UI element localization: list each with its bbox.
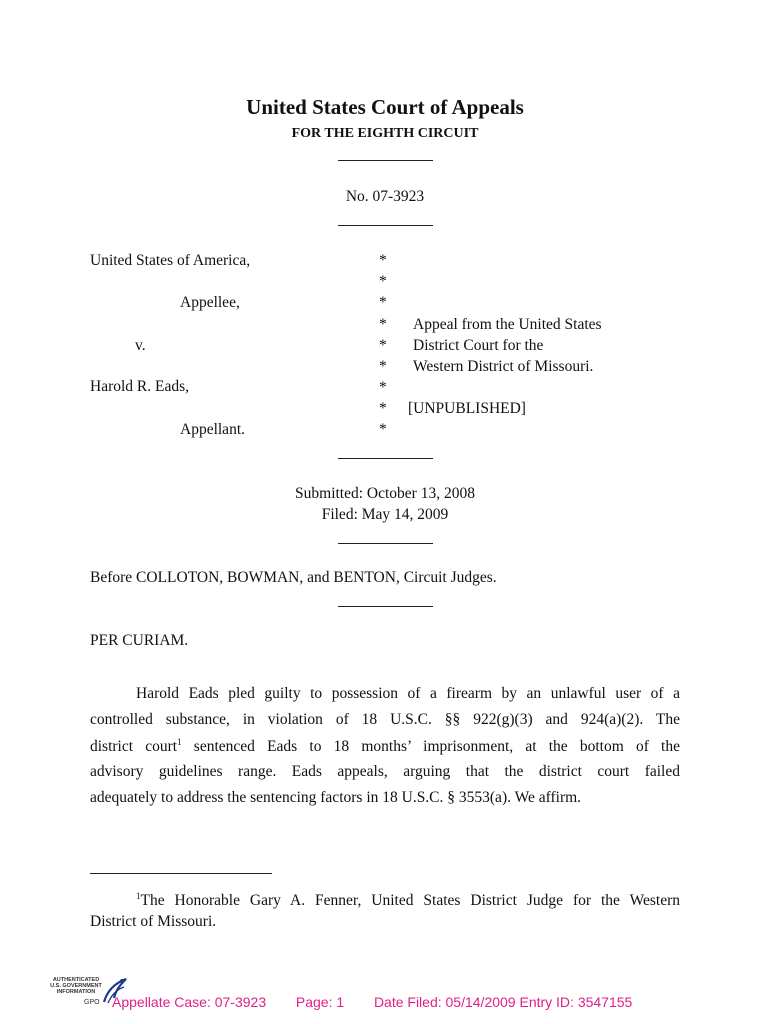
gpo-seal-line: U.S. GOVERNMENT xyxy=(50,983,102,989)
stamp-page: Page: 1 xyxy=(295,994,345,1010)
caption-star: * xyxy=(379,316,387,333)
opinion-text: district court xyxy=(90,738,178,756)
appeal-line-2: District Court for the xyxy=(413,337,544,354)
footnote-marker: 1 xyxy=(136,891,141,901)
gpo-seal-line: INFORMATION xyxy=(56,989,96,995)
divider xyxy=(338,160,433,161)
filing-stamp xyxy=(112,994,632,1010)
court-title: United States Court of Appeals xyxy=(246,95,524,119)
per-curiam-heading: PER CURIAM. xyxy=(90,632,189,649)
footnote-line: District of Missouri. xyxy=(90,913,217,930)
caption-star: * xyxy=(379,379,387,396)
versus-label: v. xyxy=(135,337,146,354)
case-number: No. 07-3923 xyxy=(345,188,425,205)
footnote-reference: 1 xyxy=(177,737,182,747)
plaintiff-name: United States of America, xyxy=(90,252,251,269)
footnote-divider xyxy=(90,873,272,874)
appeal-line-1: Appeal from the United States xyxy=(413,316,602,333)
gpo-seal-text xyxy=(46,977,106,995)
caption-star: * xyxy=(379,421,387,438)
gpo-seal-line: AUTHENTICATED xyxy=(52,977,100,983)
divider xyxy=(338,458,433,459)
stamp-case: Appellate Case: 07-3923 xyxy=(112,994,267,1010)
divider xyxy=(338,606,433,607)
circuit-name: FOR THE EIGHTH CIRCUIT xyxy=(291,126,479,141)
defendant-role: Appellant. xyxy=(180,421,245,438)
caption-star: * xyxy=(379,358,387,375)
caption-star: * xyxy=(379,400,387,417)
caption-star: * xyxy=(379,294,387,311)
opinion-line: adequately to address the sentencing factors in 18 U.S.C. § 3553(a). We affirm. xyxy=(90,789,582,806)
divider xyxy=(338,225,433,226)
unpublished-status: [UNPUBLISHED] xyxy=(408,400,526,417)
opinion-line xyxy=(90,737,680,756)
submitted-date: Submitted: October 13, 2008 xyxy=(295,485,475,502)
opinion-line: Harold Eads pled guilty to possession of a firearm by an unlawful user of a xyxy=(136,685,680,702)
caption-star: * xyxy=(379,252,387,269)
caption-star: * xyxy=(379,337,387,354)
defendant-name: Harold R. Eads, xyxy=(90,378,190,395)
caption-star: * xyxy=(379,273,387,290)
footnote-line xyxy=(136,891,680,910)
opinion-line: controlled substance, in violation of 18 U.S.C. §§ 922(g)(3) and 924(a)(2). The xyxy=(90,711,680,728)
divider xyxy=(338,543,433,544)
filed-date: Filed: May 14, 2009 xyxy=(321,506,449,523)
opinion-text: sentenced Eads to 18 months’ imprisonment, at the bottom of the xyxy=(181,738,680,756)
stamp-date-filed: Date Filed: 05/14/2009 Entry ID: 3547155 xyxy=(373,994,633,1010)
gpo-label: GPO xyxy=(84,999,100,1006)
plaintiff-role: Appellee, xyxy=(180,294,240,311)
opinion-line: advisory guidelines range. Eads appeals, arguing that the district court failed xyxy=(90,763,680,780)
panel-judges: Before COLLOTON, BOWMAN, and BENTON, Circuit Judges. xyxy=(90,569,497,586)
footnote-text: The Honorable Gary A. Fenner, United States District Judge for the Western xyxy=(140,892,680,910)
appeal-line-3: Western District of Missouri. xyxy=(413,358,594,375)
